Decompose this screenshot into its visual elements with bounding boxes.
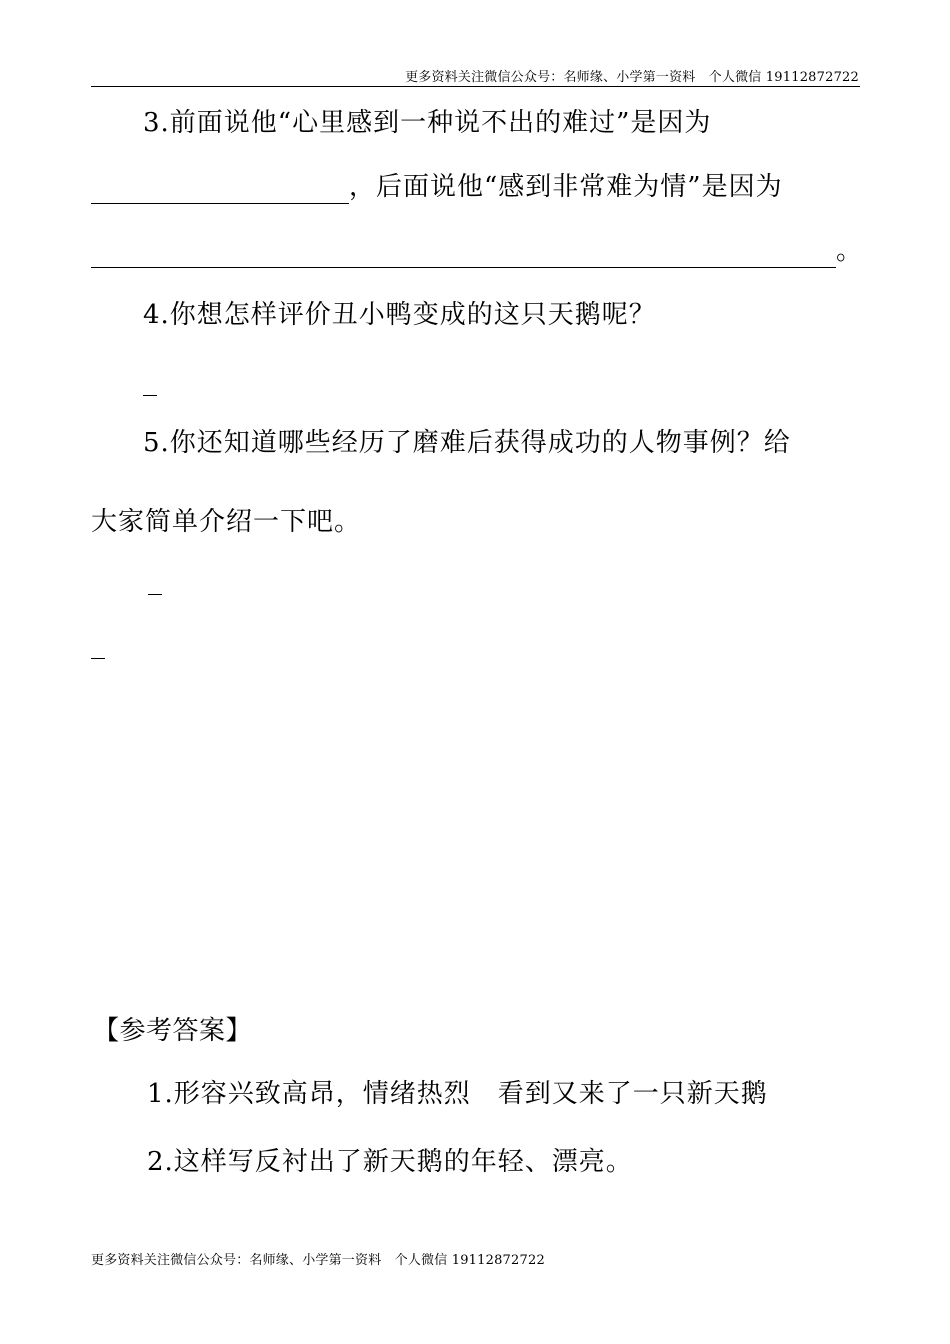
question-3-period: 。 [836, 236, 864, 266]
answer-blank-4[interactable] [143, 395, 157, 396]
answer-blank-3a[interactable] [91, 173, 349, 204]
question-3-line-3 [91, 234, 863, 268]
question-4: 4.你想怎样评价丑小鸭变成的这只天鹅呢？ [143, 300, 656, 330]
answer-1: 1.形容兴致高昂，情绪热烈 看到又来了一只新天鹅 [147, 1079, 768, 1109]
answers-heading: 【参考答案】 [93, 1016, 253, 1046]
page-header: 更多资料关注微信公众号：名师缘、小学第一资料 个人微信 19112872722 [405, 70, 859, 85]
question-3-line-1: 3.前面说他“心里感到一种说不出的难过”是因为 [143, 108, 712, 138]
answer-blank-3b[interactable] [91, 237, 836, 268]
header-divider [91, 86, 860, 87]
question-5-line-2: 大家简单介绍一下吧。 [91, 507, 362, 537]
answer-blank-5a[interactable] [148, 594, 162, 595]
question-3-line-2 [91, 170, 783, 204]
answer-2: 2.这样写反衬出了新天鹅的年轻、漂亮。 [147, 1147, 633, 1177]
answer-blank-5b[interactable] [91, 658, 105, 659]
question-5-line-1: 5.你还知道哪些经历了磨难后获得成功的人物事例？给 [143, 428, 791, 458]
page-footer: 更多资料关注微信公众号：名师缘、小学第一资料 个人微信 19112872722 [91, 1253, 545, 1268]
question-3-line-2-text: ，后面说他“感到非常难为情”是因为 [349, 172, 783, 202]
